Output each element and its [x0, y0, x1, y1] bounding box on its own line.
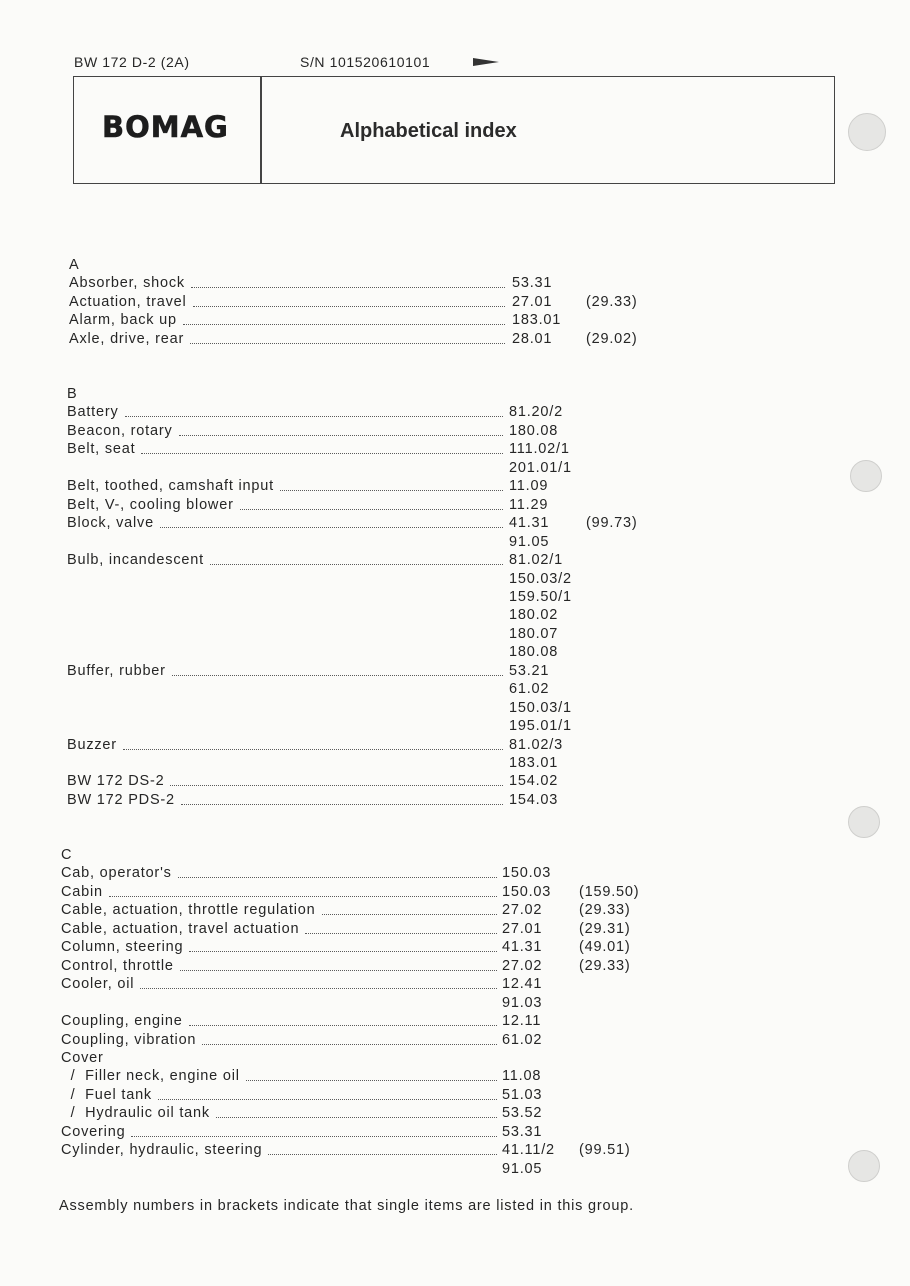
bracket-assembly-number: (29.33) [586, 293, 638, 310]
dot-leader [181, 804, 503, 805]
dot-leader [140, 988, 497, 989]
bracket-assembly-number: (159.50) [579, 883, 640, 900]
bracket-assembly-number: (29.02) [586, 330, 638, 347]
index-entry-label: Cab, operator's [61, 865, 172, 882]
index-entry-label: Covering [61, 1123, 126, 1140]
dot-leader [240, 509, 503, 510]
dot-leader [193, 306, 505, 307]
dot-leader [183, 324, 505, 325]
serial-number: S/N 101520610101 [300, 54, 431, 70]
assembly-number: 180.02 [509, 607, 559, 624]
bracket-assembly-number: (29.31) [579, 920, 631, 937]
assembly-number: 53.31 [502, 1123, 543, 1140]
index-entry-label: Control, throttle [61, 957, 174, 974]
dot-leader [109, 896, 497, 897]
dot-leader [216, 1117, 497, 1118]
assembly-number: 41.11/2 [502, 1142, 555, 1159]
index-entry-label: Coupling, engine [61, 1013, 183, 1030]
index-entry-label: Belt, seat [67, 441, 136, 458]
dot-leader [125, 416, 503, 417]
assembly-number: 91.03 [502, 994, 543, 1011]
assembly-number: 61.02 [509, 681, 550, 698]
assembly-number: 12.11 [502, 1013, 542, 1030]
bracket-assembly-number: (99.51) [579, 1142, 631, 1159]
assembly-number: 41.31 [502, 939, 543, 956]
assembly-number: 180.08 [509, 422, 559, 439]
dot-leader [190, 343, 505, 344]
index-entry-label: Belt, V-, cooling blower [67, 496, 234, 513]
index-entry-label: Buffer, rubber [67, 662, 166, 679]
dot-leader [191, 287, 505, 288]
dot-leader [180, 970, 497, 971]
index-entry-label: Cable, actuation, travel actuation [61, 920, 300, 937]
assembly-number: 11.09 [509, 478, 549, 495]
bracket-assembly-number: (99.73) [586, 515, 638, 532]
dot-leader [268, 1154, 497, 1155]
index-entry-label: Cover [61, 1049, 104, 1066]
assembly-number: 27.01 [512, 293, 553, 310]
dot-leader [170, 785, 503, 786]
dot-leader [202, 1044, 497, 1045]
assembly-number: 150.03/1 [509, 699, 572, 716]
dot-leader [172, 675, 503, 676]
assembly-number: 61.02 [502, 1031, 543, 1048]
assembly-number: 195.01/1 [509, 718, 572, 735]
assembly-number: 150.03/2 [509, 570, 572, 587]
bracket-assembly-number: (29.33) [579, 957, 631, 974]
index-entry-label: BW 172 PDS-2 [67, 791, 175, 808]
section-letter: B [67, 386, 78, 402]
index-entry-label: / Fuel tank [61, 1086, 152, 1103]
assembly-number: 53.21 [509, 662, 550, 679]
index-entry-label: Actuation, travel [69, 293, 187, 310]
punch-hole-icon [848, 113, 886, 151]
index-entry-label: Battery [67, 404, 119, 421]
assembly-number: 159.50/1 [509, 588, 572, 605]
index-entry-label: Cable, actuation, throttle regulation [61, 902, 316, 919]
index-entry-label: Coupling, vibration [61, 1031, 197, 1048]
dot-leader [131, 1136, 497, 1137]
dot-leader [141, 453, 503, 454]
dot-leader [210, 564, 503, 565]
index-entry-label: Axle, drive, rear [69, 330, 185, 347]
assembly-number: 81.20/2 [509, 404, 563, 421]
assembly-number: 81.02/3 [509, 736, 563, 753]
assembly-number: 28.01 [512, 330, 553, 347]
assembly-number: 180.08 [509, 644, 559, 661]
index-entry-label: Column, steering [61, 939, 184, 956]
index-entry-label: Cabin [61, 883, 103, 900]
assembly-number: 91.05 [502, 1160, 543, 1177]
dot-leader [322, 914, 497, 915]
section-letter: C [61, 847, 73, 863]
assembly-number: 81.02/1 [509, 552, 563, 569]
index-entry-label: Alarm, back up [69, 312, 177, 329]
dot-leader [189, 951, 497, 952]
bracket-assembly-number: (29.33) [579, 902, 631, 919]
assembly-number: 53.31 [512, 275, 553, 292]
assembly-number: 11.29 [509, 496, 549, 513]
footer-note: Assembly numbers in brackets indicate that single items are listed in this group. [59, 1198, 634, 1214]
punch-hole-icon [848, 806, 880, 838]
index-entry-label: Cylinder, hydraulic, steering [61, 1142, 263, 1159]
assembly-number: 150.03 [502, 865, 552, 882]
index-entry-label: / Hydraulic oil tank [61, 1105, 210, 1122]
index-entry-label: Buzzer [67, 736, 117, 753]
assembly-number: 201.01/1 [509, 459, 572, 476]
assembly-number: 154.03 [509, 791, 559, 808]
assembly-number: 27.02 [502, 957, 543, 974]
assembly-number: 27.02 [502, 902, 543, 919]
index-entry-label: Beacon, rotary [67, 422, 173, 439]
dot-leader [160, 527, 503, 528]
index-entry-label: Absorber, shock [69, 275, 185, 292]
index-entry-label: BW 172 DS-2 [67, 773, 165, 790]
page-title: Alphabetical index [340, 120, 517, 142]
assembly-number: 154.02 [509, 773, 559, 790]
assembly-number: 27.01 [502, 920, 543, 937]
dot-leader [179, 435, 503, 436]
dot-leader [280, 490, 503, 491]
assembly-number: 150.03 [502, 883, 552, 900]
assembly-number: 180.07 [509, 625, 559, 642]
bracket-assembly-number: (49.01) [579, 939, 631, 956]
assembly-number: 51.03 [502, 1086, 543, 1103]
dot-leader [305, 933, 497, 934]
assembly-number: 11.08 [502, 1068, 542, 1085]
punch-hole-icon [848, 1150, 880, 1182]
dot-leader [189, 1025, 497, 1026]
index-entry-label: Belt, toothed, camshaft input [67, 478, 274, 495]
dot-leader [123, 749, 503, 750]
index-entry-label: / Filler neck, engine oil [61, 1068, 240, 1085]
punch-hole-icon [850, 460, 882, 492]
dot-leader [158, 1099, 497, 1100]
assembly-number: 41.31 [509, 515, 550, 532]
assembly-number: 91.05 [509, 533, 550, 550]
model-label: BW 172 D-2 (2A) [74, 54, 190, 70]
section-letter: A [69, 257, 80, 273]
header-divider [260, 76, 262, 184]
assembly-number: 12.41 [502, 976, 543, 993]
assembly-number: 183.01 [512, 312, 562, 329]
assembly-number: 183.01 [509, 755, 559, 771]
dot-leader [178, 877, 497, 878]
index-entry-label: Bulb, incandescent [67, 552, 204, 569]
index-entry-label: Block, valve [67, 515, 154, 532]
index-entry-label: Cooler, oil [61, 976, 135, 993]
assembly-number: 111.02/1 [509, 441, 570, 458]
bomag-logo: BOMAG [102, 110, 229, 144]
assembly-number: 53.52 [502, 1105, 543, 1122]
dot-leader [246, 1080, 497, 1081]
arrow-icon [473, 58, 499, 66]
